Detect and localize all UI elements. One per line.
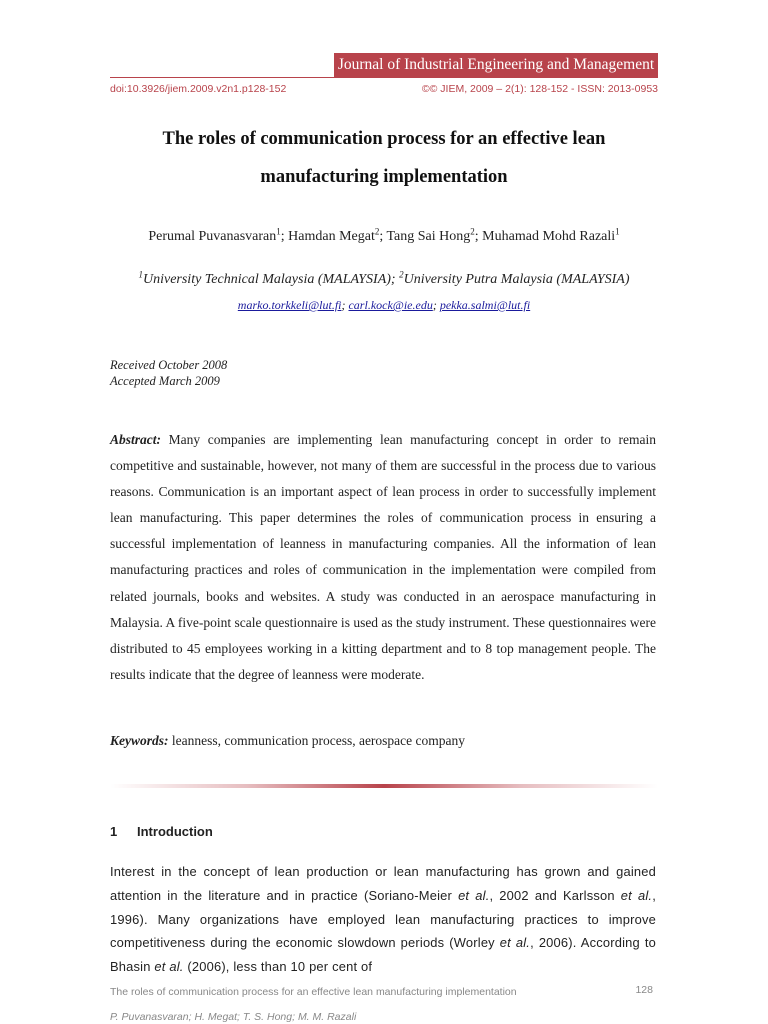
email-separator: ;	[341, 298, 349, 312]
author-name: Perumal Puvanasvaran	[148, 229, 277, 244]
title-line-2: manufacturing implementation	[260, 167, 508, 187]
journal-banner: Journal of Industrial Engineering and Management	[334, 53, 658, 77]
section-heading	[110, 824, 213, 839]
section-divider	[110, 784, 658, 788]
keywords-text: leanness, communication process, aerospace company	[168, 733, 466, 748]
affiliation-1: University Technical Malaysia (MALAYSIA);	[142, 272, 400, 287]
affil-sup: 1	[138, 269, 143, 280]
author-affil-sup: 1	[615, 226, 620, 237]
email-link[interactable]: carl.kock@ie.edu	[348, 298, 433, 312]
author-affil-sup: 2	[470, 226, 475, 237]
abstract	[110, 427, 656, 688]
author-affil-sup: 1	[276, 226, 281, 237]
issn-text: ©© JIEM, 2009 – 2(1): 128-152 - ISSN: 2013-0953	[421, 83, 658, 95]
section-number: 1	[110, 824, 118, 839]
abstract-text: Many companies are implementing lean manufacturing concept in order to remain competitive and sustainable, however, not many of them are successful in the process due to various reasons. Communication is an important aspect of lean process in order to successfully implement lean manufacturing. This paper determines the roles of communication process in ensuring a successful implementation of leanness in manufacturing companies. All the information of lean manufacturing practices and roles of communication in the implementation were compiled from related journals, books and websites. A study was conducted in an aerospace manufacturing in Malaysia. A five-point scale questionnaire is used as the study instrument. These questionnaires were distributed to 45 employees working in a kitting department and to 8 top management people. The results indicate that the degree of leanness were moderate.	[110, 432, 656, 682]
intro-text: , 2002 and Karlsson	[489, 887, 621, 903]
footer-authors: P. Puvanasvaran; H. Megat; T. S. Hong; M. M. Razali	[110, 1011, 357, 1023]
intro-text: Interest in the concept of lean production or lean manufacturing has grown and gained attention in the literature and in practice (Soriano-Meier	[110, 864, 656, 903]
keywords-label: Keywords:	[110, 733, 169, 748]
keywords	[110, 733, 658, 749]
email-link[interactable]: pekka.salmi@lut.fi	[439, 298, 531, 312]
affiliations	[110, 269, 658, 288]
intro-text: , 1996). Many organizations have employed lean manufacturing practices to improve competitiveness during the economic slowdown periods (Worley	[110, 887, 656, 951]
author-separator: ;	[379, 229, 387, 244]
author-separator: ;	[474, 229, 483, 244]
intro-text: (2006), less than 10 per cent of	[183, 959, 373, 975]
email-list	[110, 298, 658, 313]
author-name: Tang Sai Hong	[386, 229, 471, 244]
intro-paragraph	[110, 860, 656, 979]
affiliation-2: University Putra Malaysia (MALAYSIA)	[403, 272, 630, 287]
email-separator: ;	[432, 298, 440, 312]
abstract-label: Abstract:	[110, 432, 162, 447]
footer-title: The roles of communication process for an effective lean manufacturing implementation	[110, 986, 517, 998]
header-rule	[110, 77, 658, 78]
intro-etal: et al.	[499, 935, 531, 951]
author-affil-sup: 2	[374, 226, 380, 237]
intro-etal: et al.	[620, 887, 653, 903]
intro-etal: et al.	[458, 887, 490, 903]
section-title: Introduction	[137, 824, 213, 839]
intro-etal: et al.	[154, 959, 184, 975]
author-list	[110, 226, 658, 245]
affil-sup: 2	[399, 269, 404, 280]
accepted-date: Accepted March 2009	[110, 374, 220, 388]
paper-title	[110, 120, 658, 196]
received-date: Received October 2008	[110, 358, 228, 372]
submission-dates	[110, 357, 227, 389]
author-name: Hamdan Megat	[288, 229, 375, 244]
page-number: 128	[635, 984, 653, 996]
author-name: Muhamad Mohd Razali	[482, 229, 616, 244]
email-link[interactable]: marko.torkkeli@lut.fi	[237, 298, 342, 312]
title-line-1: The roles of communication process for an effective lean	[162, 129, 606, 149]
author-separator: ;	[280, 229, 289, 244]
doi-text: doi:10.3926/jiem.2009.v2n1.p128-152	[110, 83, 287, 95]
intro-text: , 2006). According to Bhasin	[110, 935, 656, 975]
